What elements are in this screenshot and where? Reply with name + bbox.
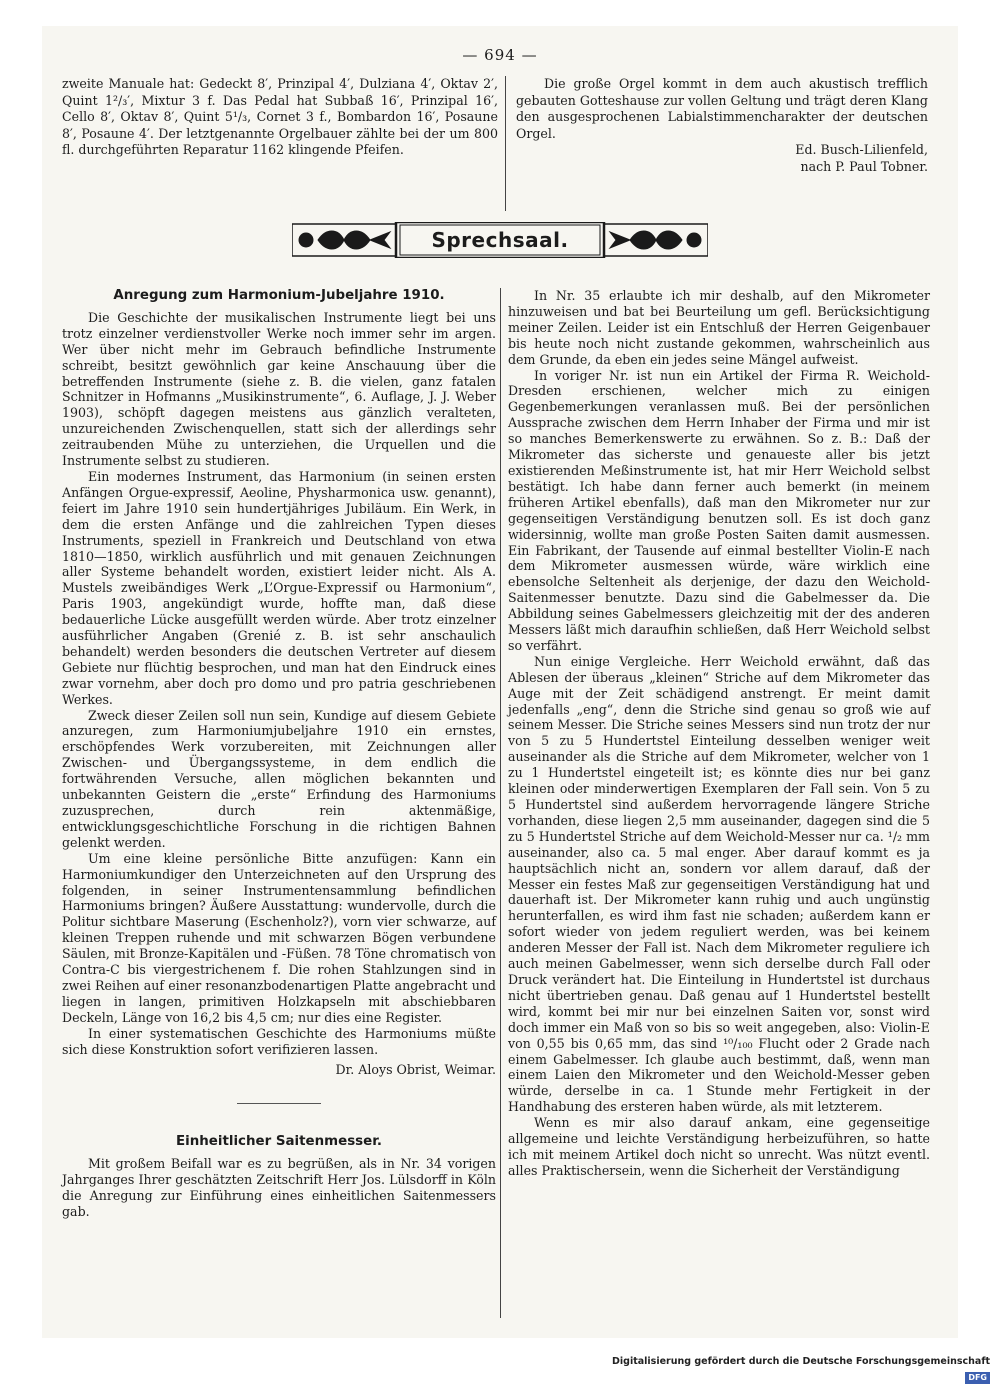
left-column xyxy=(62,288,496,1220)
section-title: Sprechsaal. xyxy=(431,228,569,252)
top-right-column xyxy=(516,76,928,176)
paragraph: zweite Manuale hat: Gedeckt 8′, Prinzipal 4′, Dulziana 4′, Oktav 2′, Quint 1²/₃′, Mixtur 3 f. Das Pedal hat Subbaß 16′, Prinzipal 16′, Cello 8′, Oktav 8′, Quint 5¹/₃, Cornet 3 f., Bombardon 16′, Posaune 8′, Posaune 4′. Der letztgenannte Orgelbauer zählte bei der um 800 fl. durchgeführten Reparatur 1162 klingende Pfeifen. xyxy=(62,76,498,158)
paragraph: In Nr. 35 erlaubte ich mir deshalb, auf den Mikrometer hinzuweisen und bat bei Beurteilung um gefl. Berücksichtigung meiner Zeilen. Leider ist ein Entschluß der Herren Geigenbauer bis heute noch nicht zustande gekommen, wahrscheinlich aus dem Grunde, da eben ein jedes seine Mängel aufweist. xyxy=(508,288,930,367)
article-title: Anregung zum Harmonium-Jubeljahre 1910. xyxy=(113,288,445,303)
right-column xyxy=(508,288,930,1179)
paragraph: Zweck dieser Zeilen soll nun sein, Kundige auf diesem Gebiete anzuregen, zum Harmoniumjubeljahre 1910 ein ernstes, erschöpfendes Werk vorzubereiten, mit Zeichnungen aller Zwischen- und Übergangssysteme, in dem endlich die fortwährenden Versuche, allen möglichen bekannten und unbekannten Geistern die „erste“ Erfindung des Harmoniums zuzusprechen, durch rein aktenmäßige, entwicklungsgeschichtliche Forschung in die richtigen Bahnen gelenkt werden. xyxy=(62,707,496,850)
column-divider-top xyxy=(505,76,506,211)
separator-line xyxy=(237,1103,321,1104)
paragraph: Die große Orgel kommt in dem auch akustisch trefflich gebauten Gotteshause zur vollen Geltung und trägt deren Klang den ausgesprochenen Labialstimmencharakter der deutschen Orgel. xyxy=(516,76,928,141)
paragraph: Ein modernes Instrument, das Harmonium (in seinen ersten Anfängen Orgue-expressif, Aeoline, Physharmonica usw. genannt), feiert im Jahre 1910 sein hundertjähriges Jubiläum. Ein Werk, in dem die ersten Anfänge und die zahlreichen Typen dieses Instruments, speziell in Frankreich und Deutschland von etwa 1810—1850, wirklich ausführlich und mit genauen Zeichnungen aller Systeme behandelt worden, existiert leider nicht. Als A. Mustels zweibändiges Werk „L’Orgue-Expressif ou Harmonium“, Paris 1903, angekündigt wurde, hoffte man, daß diese bedauerliche Lücke ausgefüllt werden würde. Aber trotz einzelner ausführlicher Angaben (Grenié z. B. ist sehr anschaulich behandelt) werden besonders die deutschen Vertreter auf diesem Gebiete nur flüchtig besprochen, und man hat den Eindruck eines zwar vornehm, aber doch pro domo und pro patria geschriebenen Werkes. xyxy=(62,468,496,707)
dfg-logo: DFG xyxy=(965,1372,990,1384)
column-divider-main xyxy=(500,288,501,1318)
paragraph: In einer systematischen Geschichte des Harmoniums müßte sich diese Konstruktion sofort verifizieren lassen. xyxy=(62,1025,496,1057)
top-left-column xyxy=(62,76,498,159)
author-signature: Dr. Aloys Obrist, Weimar. xyxy=(335,1061,496,1077)
author-signature: Ed. Busch-Lilienfeld, xyxy=(795,142,928,158)
paragraph: Um eine kleine persönliche Bitte anzufügen: Kann ein Harmoniumkundiger den Unterzeichneten auf den Ursprung des folgenden, in seiner Instrumentensammlung befindlichen Harmoniums bringen? Äußere Ausstattung: wundervolle, durch die Politur sichtbare Maserung (Eschenholz?), vorn vier schwarze, auf kleinen Treppen ruhende und mit schwarzen Bögen verbundene Säulen, mit Bronze-Kapitälen und -Füßen. 78 Töne chromatisch von Contra-C bis viergestrichenem f. Die rohen Stahlzungen sind in zwei Reihen auf einer resonanzbodenartigen Platte angebracht und liegen in langen, primitiven Holzkapseln mit abschiebbaren Deckeln, Länge von 16,2 bis 4,5 cm; nur dies eine Register. xyxy=(62,850,496,1025)
section-banner xyxy=(292,222,708,258)
paragraph: Die Geschichte der musikalischen Instrumente liegt bei uns trotz einzelner verdienstvoller Werke noch immer sehr im argen. Wer über nicht mehr im Gebrauch befindliche Instrumente schreibt, besitzt gewöhnlich gar keine Anschauung über die betreffenden Instrumente (siehe z. B. die vielen, ganz fatalen Schnitzer in Hofmanns „Musikinstrumente“, 6. Auflage, J. J. Weber 1903), schöpft dagegen meistens aus gänzlich veralteten, unzureichenden Zwischenquellen, statt sich der allerdings sehr zeitraubenden Mühe zu unterziehen, die Urquellen und die Instrumente selbst zu studieren. xyxy=(62,309,496,469)
paragraph: In voriger Nr. ist nun ein Artikel der Firma R. Weichold-Dresden erschienen, welcher mich zu einigen Gegenbemerkungen veranlassen muß. Bei der persönlichen Aussprache zwischen dem Herrn Inhaber der Firma und mir ist so manches Bemerkenswerte zu erwähnen. So z. B.: Daß der Mikrometer das sicherste und genaueste aller bis jetzt existierenden Meßinstrumente ist, hat mir Herr Weichold selbst bestätigt. Ich habe dann ferner auch bemerkt (in meinem früheren Artikel ebenfalls), daß man den Mikrometer nur zur gegenseitigen Verständigung benutzen soll. Es ist doch ganz widersinnig, wollte man große Posten Saiten damit ausmessen. Ein Fabrikant, der Tausende auf einmal bestellter Violin-E nach dem Mikrometer ausmessen würde, wäre wirklich eine ebensolche Seltenheit als derjenige, der dazu den Weichold-Saitenmesser benutzte. Dazu sind die Gabelmesser da. Die Abbildung seines Gabelmessers gleichzeitig mit der des anderen Messers läßt mich daraufhin schließen, daß Herr Weichold selbst so verfährt. xyxy=(508,367,930,653)
author-source: nach P. Paul Tobner. xyxy=(800,158,928,174)
digitization-footer xyxy=(590,1354,990,1382)
article-title: Einheitlicher Saitenmesser. xyxy=(176,1134,382,1150)
page-number: — 694 — xyxy=(462,46,538,64)
footer-text: Digitalisierung gefördert durch die Deutsche Forschungsgemeinschaft xyxy=(612,1356,990,1367)
paragraph: Mit großem Beifall war es zu begrüßen, als in Nr. 34 vorigen Jahrganges Ihrer geschätzten Zeitschrift Herr Jos. Lülsdorff in Köln die Anregung zur Einführung eines einheitlichen Saitenmessers gab. xyxy=(62,1156,496,1220)
scanned-page xyxy=(42,26,958,1338)
paragraph: Wenn es mir also darauf ankam, eine gegenseitige allgemeine und leichte Verständigung herbeizuführen, so hatte ich mit meinem Artikel doch nicht so unrecht. Was nützt eventl. alles Praktischersein, wenn die Sicherheit der Verständigung xyxy=(508,1115,930,1178)
paragraph: Nun einige Vergleiche. Herr Weichold erwähnt, daß das Ablesen der überaus „kleinen“ Striche auf dem Mikrometer das Auge mit der Zeit schädigend anstrengt. Er meint damit jedenfalls „eng“, denn die Striche sind genau so groß wie auf seinem Messer. Die Striche seines Messers sind nun trotz der nur von 5 zu 5 Hundertstel Einteilung desselben weniger weit auseinander als die Striche auf dem Mikrometer, welcher von 1 zu 1 Hundertstel eingeteilt ist; es könnte dies nur bei ganz kleinen oder minderwertigen Exemplaren der Fall sein. Von 5 zu 5 Hundertstel sind außerdem hervorragende längere Striche vorhanden, diese liegen 2,5 mm auseinander, dagegen sind die 5 zu 5 Hundertstel Striche auf dem Weichold-Messer nur ca. ¹/₂ mm auseinander, also ca. 5 mal enger. Aber darauf kommt es ja hauptsächlich nicht an, sondern vor allem darauf, daß der Messer ein festes Maß zur gegenseitigen Verständigung hat und dauerhaft ist. Der Mikrometer kann ruhig und auch ungünstig herunterfallen, es wird ihm fast nie schaden; außerdem kann er sofort wieder von jedem reguliert werden, was bei keinem anderen Messer der Fall ist. Nach dem Mikrometer reguliere ich auch meinen Gabelmesser, wenn sich derselbe durch Fall oder Druck verändert hat. Die Einteilung in Hundertstel ist durchaus nicht übertrieben genau. Daß genau auf 1 Hundertstel bestellt wird, kommt bei mir nur bei einzelnen Saiten vor, sonst wird doch immer ein Maß von so bis so weit angegeben, also: Violin-E von 0,55 bis 0,65 mm, das sind ¹⁰/₁₀₀ Flucht oder 2 Grade nach einem Gabelmesser. Ich glaube auch bestimmt, daß, wenn man einem Laien den Mikrometer und den Weichold-Messer geben würde, derselbe in ca. 1 Stunde mehr Fertigkeit in der Handhabung des ersteren haben würde, als mit letzterem. xyxy=(508,653,930,1115)
